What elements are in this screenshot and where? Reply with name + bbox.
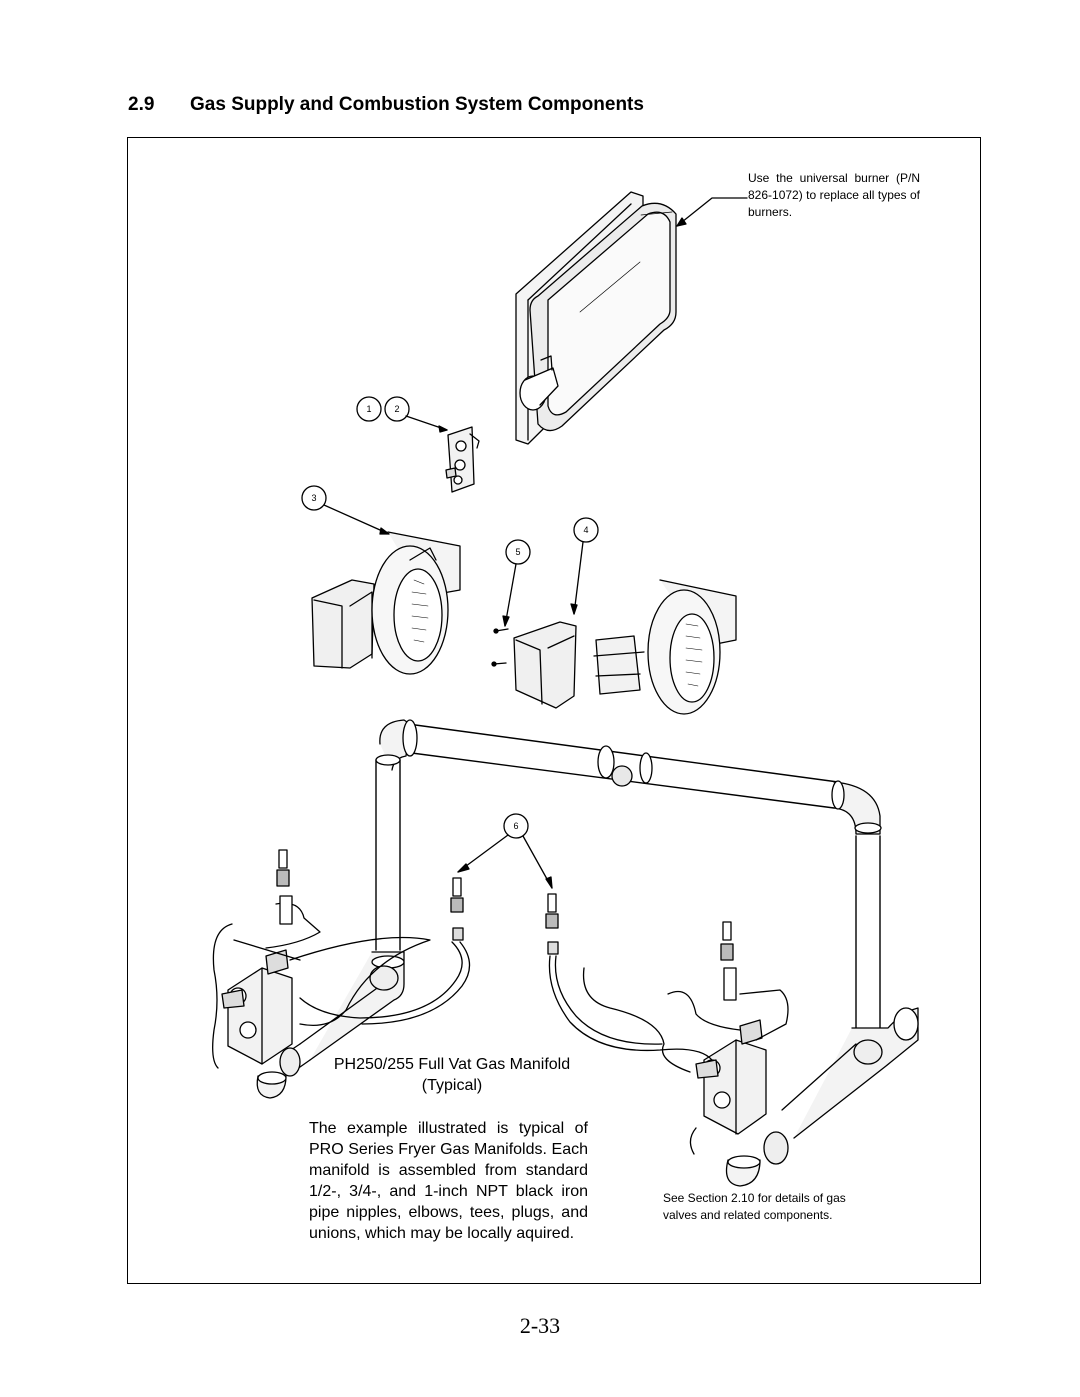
screws [492,629,508,666]
burner-illustration [516,192,676,444]
orifice-bracket [446,427,479,492]
burner-note: Use the universal burner (P/N 826-1072) to replace all types of burners. [748,171,920,219]
left-blower [312,532,460,674]
page-number: 2-33 [519,1313,561,1338]
right-pilot-fitting [721,922,736,1000]
callout-1-label: 1 [366,404,372,414]
callout-3-label: 3 [311,493,317,503]
pilot-gas-lines [300,878,712,1060]
callout-4-leader [574,542,583,614]
manifold-title [315,1054,589,1096]
callout-5-label: 5 [515,547,521,557]
callout-6-label: 6 [513,821,519,831]
callout-2-label: 2 [394,404,400,414]
right-blower [594,580,736,714]
gas-manifold-pipe [257,720,918,1186]
valve-note: See Section 2.10 for details of gas valves and related components. [663,1191,846,1222]
manifold-description: The example illustrated is typical of PRO Series Fryer Gas Manifolds. Each manifold is assembled from standard 1/2-, 3/4-, and 1-inch NPT black iron pipe nipples, elbows, tees, plugs, and unions, which may be locally aquired. [309,1120,588,1242]
callout-3-leader [324,505,389,534]
callout-4-label: 4 [583,525,589,535]
section-number: 2.9 [128,94,155,115]
section-title: Gas Supply and Combustion System Components [190,94,644,115]
blower-cover [514,622,576,708]
burner-leader-line [677,198,747,226]
manifold-title-line2: (Typical) [421,1077,483,1094]
right-gas-valve [584,968,788,1154]
manifold-title-line1: PH250/255 Full Vat Gas Manifold [333,1056,571,1073]
left-pilot-fitting [277,850,292,924]
